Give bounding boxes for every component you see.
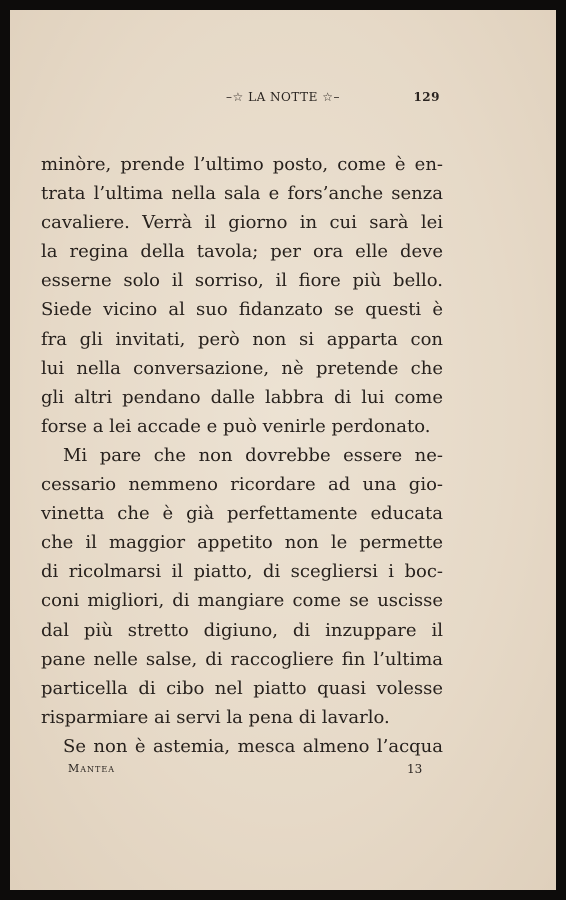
text-line: coni migliori, di mangiare come se uscisse [41, 590, 443, 612]
text-line: Mi pare che non dovrebbe essere ne- [63, 444, 443, 466]
text-line: Se non è astemia, mesca almeno l’acqua [63, 735, 443, 757]
text-line: lui nella conversazione, nè pretende che [41, 357, 443, 379]
running-head [10, 90, 556, 110]
text-line: cavaliere. Verrà il giorno in cui sarà lei [41, 212, 443, 234]
text-line: trata l’ultima nella sala e fors’anche senza [41, 183, 443, 205]
text-line: pane nelle salse, di raccogliere fin l’ultima [41, 648, 443, 670]
text-line: forse a lei accade e può venirle perdonato. [41, 415, 431, 437]
text-line: dal più stretto digiuno, di inzuppare il [41, 619, 443, 641]
text-line: che il maggior appetito non le permette [41, 532, 443, 554]
text-line: gli altri pendano dalle labbra di lui come [41, 386, 443, 408]
text-line: risparmiare ai servi la pena di lavarlo. [41, 706, 390, 728]
signature-number: 13 [407, 762, 423, 776]
page-footer [10, 762, 556, 782]
text-line: esserne solo il sorriso, il fiore più bello. [41, 270, 443, 292]
text-line: particella di cibo nel piatto quasi volesse [41, 677, 443, 699]
running-title: –☆ LA NOTTE ☆– [226, 90, 340, 104]
text-line: la regina della tavola; per ora elle deve [41, 241, 443, 263]
signature-mark: Mantea [68, 762, 115, 775]
text-line: vinetta che è già perfettamente educata [41, 503, 443, 525]
text-line: di ricolmarsi il piatto, di scegliersi i boc- [41, 561, 443, 583]
page-number: 129 [413, 90, 440, 104]
text-line: cessario nemmeno ricordare ad una gio- [41, 474, 443, 496]
book-page [10, 10, 556, 890]
text-line: minòre, prende l’ultimo posto, come è en- [41, 154, 443, 175]
text-line: fra gli invitati, però non si apparta con [41, 328, 443, 350]
text-line: Siede vicino al suo fidanzato se questi è [41, 299, 443, 321]
body-text [41, 150, 443, 761]
